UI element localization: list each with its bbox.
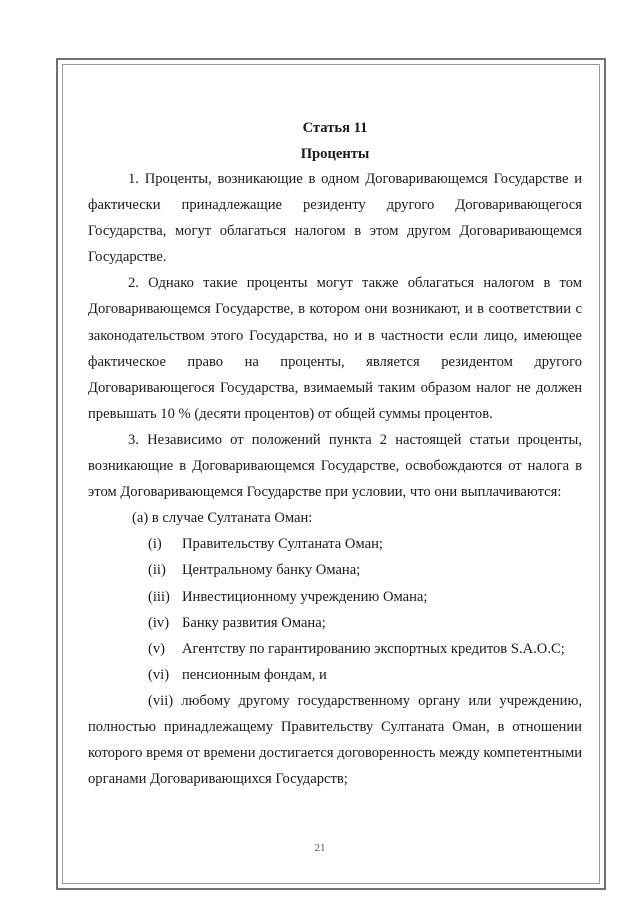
subitem-vi: [88, 662, 582, 688]
paragraph-1: 1. Проценты, возникающие в одном Договаривающемся Государстве и фактически принадлежащие резиденту другого Договаривающегося Государства, могут облагаться налогом в этом другом Договаривающемся Государстве.: [88, 171, 582, 266]
subitem-ii: [88, 557, 582, 583]
subitem-number: (vii): [148, 692, 174, 709]
article-title: Проценты: [300, 146, 370, 162]
paragraph-2: 2. Однако такие проценты могут также облагаться налогом в том Договаривающемся Государстве, в котором они возникают, и в соответствии с законодательством этого Государства, но и в частности если лицо, имеющее фактическое право на проценты, является резидентом другого Договаривающегося Государства, взимаемый таким образом налог не должен превышать 10 % (десяти процентов) от общей суммы процентов.: [88, 275, 582, 422]
subitem-i: [88, 531, 582, 557]
subitem-text: Агентству по гарантированию экспортных кредитов S.A.O.C;: [182, 640, 565, 657]
subitem-number: (v): [148, 640, 166, 657]
list-item-a: (a) в случае Султаната Оман:: [132, 510, 313, 527]
paragraph-3: 3. Независимо от положений пункта 2 настоящей статьи проценты, возникающие в Договаривающемся Государстве, освобождаются от налога в этом Договаривающемся Государстве при условии, что они выплачиваются:: [88, 431, 582, 501]
subitem-text: Центральному банку Омана;: [182, 562, 361, 579]
subitem-number: (ii): [148, 562, 166, 579]
subitem-text: Инвестиционному учреждению Омана;: [182, 588, 428, 605]
subitem-iv: [88, 610, 582, 636]
subitem-number: (iv): [148, 614, 170, 631]
document-body: [88, 116, 582, 792]
subitem-iii: [88, 584, 582, 610]
subitem-number: (i): [148, 536, 162, 553]
subitem-vii: [88, 688, 582, 792]
subitem-text: любому другому государственному органу или учреждению, полностью принадлежащему Правительству Султаната Оман, в отношении которого время от времени достигается договоренность между компетентными органами Договаривающихся Государств;: [88, 692, 582, 788]
subitem-number: (vi): [148, 666, 170, 683]
subitem-text: Банку развития Омана;: [182, 614, 326, 631]
page-number: 21: [314, 842, 326, 854]
subitem-number: (iii): [148, 588, 170, 605]
subitem-text: пенсионным фондам, и: [182, 666, 327, 683]
subitem-text: Правительству Султаната Оман;: [182, 536, 383, 553]
subitem-v: [88, 636, 582, 662]
article-heading: Статья 11: [302, 120, 368, 136]
